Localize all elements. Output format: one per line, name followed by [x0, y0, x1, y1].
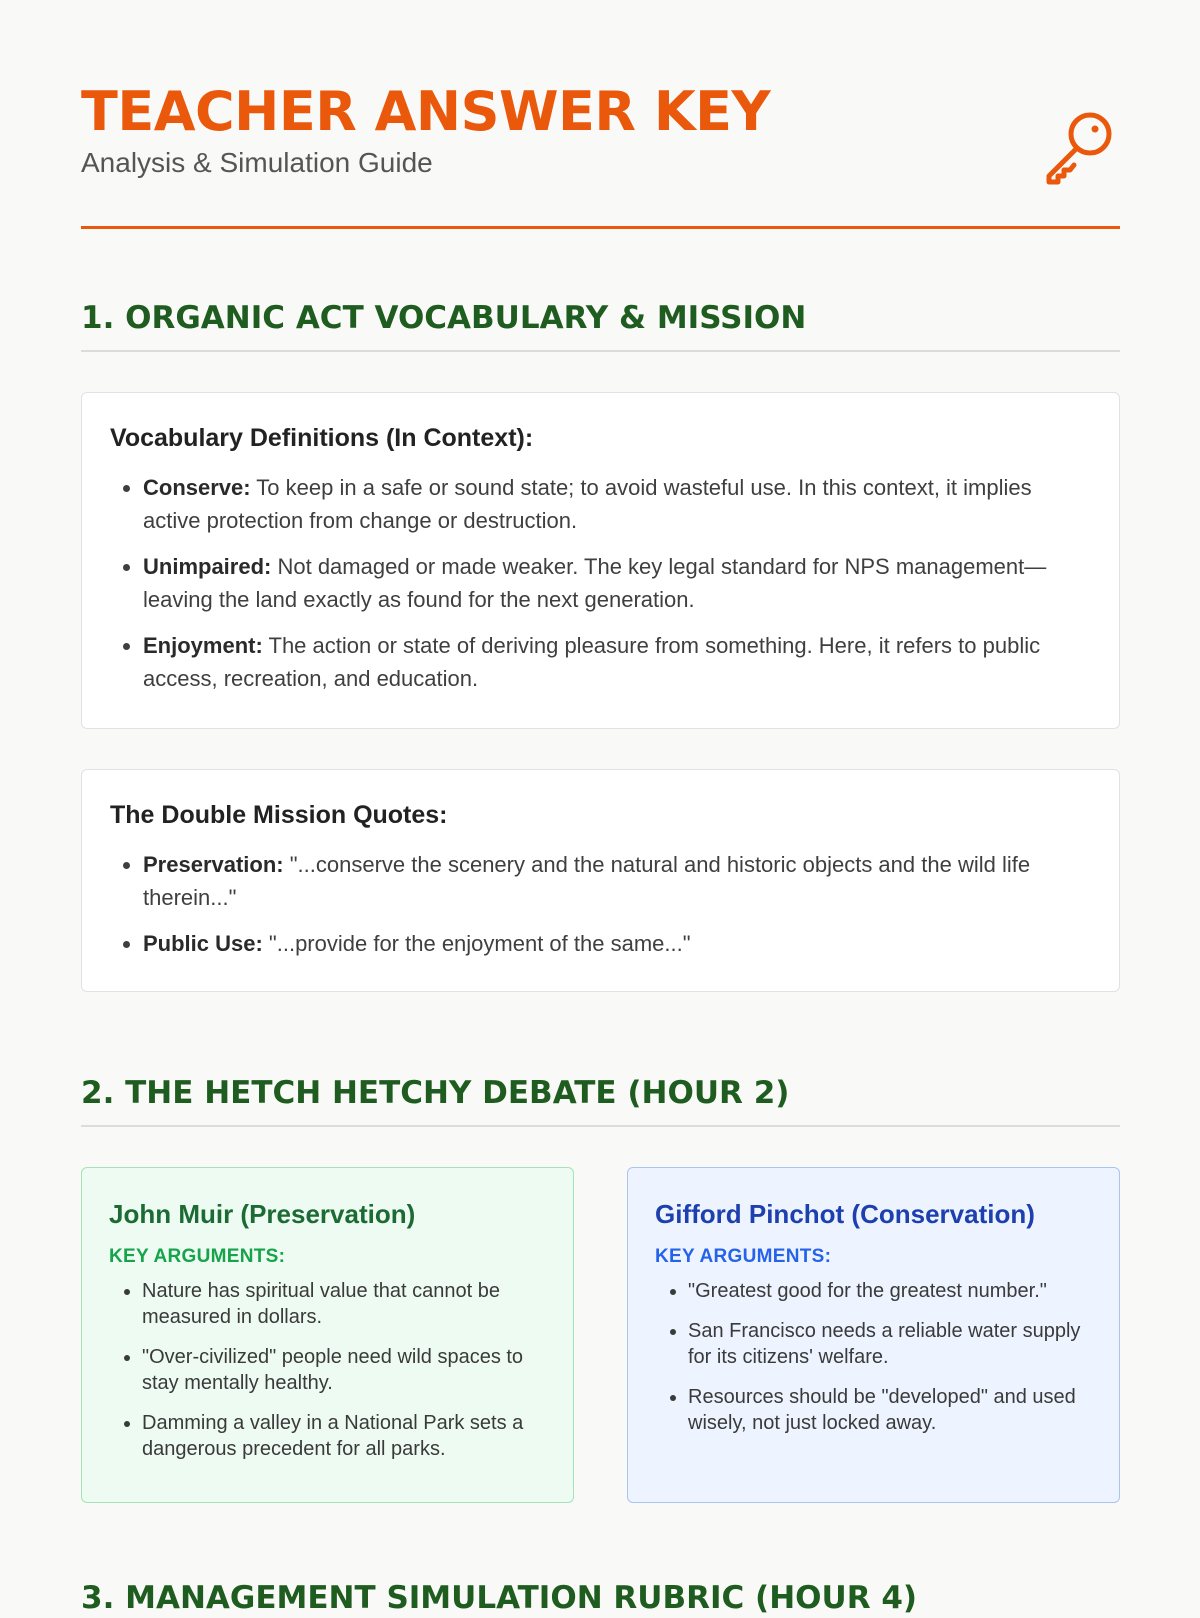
- page-subtitle: Analysis & Simulation Guide: [81, 147, 433, 178]
- list-item: • Damming a valley in a National Park sets a dangerous precedent for all parks.: [142, 1410, 546, 1462]
- list-item: • Nature has spiritual value that cannot be measured in dollars.: [142, 1278, 546, 1330]
- vocab-term: Enjoyment:: [143, 633, 263, 658]
- mission-list: [110, 848, 1091, 960]
- mission-heading: The Double Mission Quotes:: [110, 801, 448, 829]
- section-1-title: 1. ORGANIC ACT VOCABULARY & MISSION: [81, 298, 1120, 352]
- page-header: [81, 0, 1120, 229]
- answer-key-page: [81, 0, 1120, 1616]
- vocabulary-heading: Vocabulary Definitions (In Context):: [110, 424, 534, 452]
- vocab-term: Conserve:: [143, 475, 251, 500]
- key-icon: [1040, 106, 1120, 186]
- vocabulary-card: [81, 392, 1120, 729]
- pinchot-title: Gifford Pinchot (Conservation): [655, 1199, 1035, 1229]
- list-item: • "Greatest good for the greatest number.": [688, 1278, 1092, 1304]
- mission-quote: "...provide for the enjoyment of the same...": [262, 931, 691, 956]
- debate-columns: [81, 1167, 1120, 1503]
- list-item: • "Over-civilized" people need wild spaces to stay mentally healthy.: [142, 1344, 546, 1396]
- pinchot-arguments: [655, 1278, 1092, 1436]
- pinchot-kicker: KEY ARGUMENTS:: [655, 1246, 832, 1267]
- list-item: [143, 848, 1091, 914]
- page-title: TEACHER ANSWER KEY: [81, 80, 771, 143]
- section-2-title: 2. THE HETCH HETCHY DEBATE (HOUR 2): [81, 1073, 1120, 1127]
- muir-card: [81, 1167, 574, 1503]
- vocab-definition: To keep in a safe or sound state; to avoid wasteful use. In this context, it implies active protection from change or destruction.: [143, 475, 1032, 533]
- vocab-term: Unimpaired:: [143, 554, 272, 579]
- muir-title: John Muir (Preservation): [109, 1199, 416, 1229]
- list-item: • San Francisco needs a reliable water supply for its citizens' welfare.: [688, 1318, 1092, 1370]
- section-3-title: 3. MANAGEMENT SIMULATION RUBRIC (HOUR 4): [81, 1580, 918, 1616]
- list-item: [143, 471, 1091, 537]
- list-item: [143, 550, 1091, 616]
- vocab-definition: Not damaged or made weaker. The key legal standard for NPS management—leaving the land exactly as found for the next generation.: [143, 554, 1047, 612]
- mission-term: Preservation:: [143, 852, 284, 877]
- list-item: [143, 629, 1091, 695]
- pinchot-card: [627, 1167, 1120, 1503]
- vocabulary-list: [110, 471, 1091, 695]
- muir-arguments: [109, 1278, 546, 1462]
- list-item: [143, 927, 1091, 960]
- mission-quote: "...conserve the scenery and the natural and historic objects and the wild life therein...": [143, 852, 1031, 910]
- muir-kicker: KEY ARGUMENTS:: [109, 1246, 286, 1267]
- double-mission-card: [81, 769, 1120, 992]
- list-item: • Resources should be "developed" and used wisely, not just locked away.: [688, 1384, 1092, 1436]
- mission-term: Public Use:: [143, 931, 263, 956]
- vocab-definition: The action or state of deriving pleasure from something. Here, it refers to public access, recreation, and education.: [143, 633, 1041, 691]
